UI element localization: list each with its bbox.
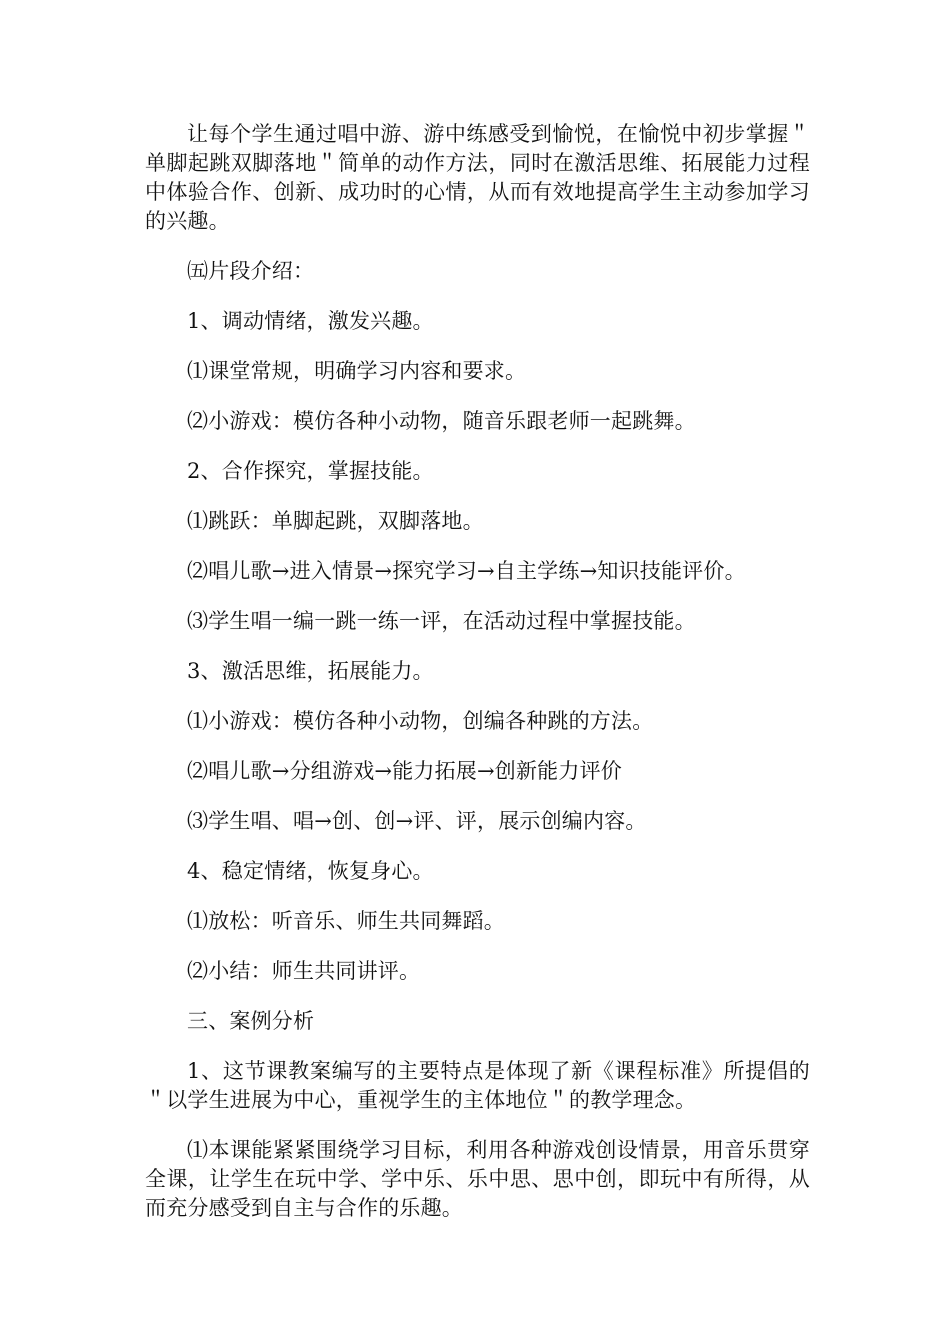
step-4-heading: 4、稳定情绪，恢复身心。 bbox=[187, 859, 434, 883]
step-4-item-1: ⑴放松：听音乐、师生共同舞蹈。 bbox=[187, 909, 505, 933]
document-page bbox=[145, 120, 810, 1223]
analysis-paragraph-2: ⑴本课能紧紧围绕学习目标，利用各种游戏创设情景，用音乐贯穿全课，让学生在玩中学、学中乐、乐中思、思中创，即玩中有所得，从而充分感受到自主与合作的乐趣。 bbox=[145, 1138, 810, 1220]
step-1-item-2: ⑵小游戏：模仿各种小动物，随音乐跟老师一起跳舞。 bbox=[187, 409, 696, 433]
step-4-item-2: ⑵小结：师生共同讲评。 bbox=[187, 959, 421, 983]
step-3-item-2: ⑵唱儿歌→分组游戏→能力拓展→创新能力评价 bbox=[187, 759, 622, 783]
step-3-item-3: ⑶学生唱、唱→创、创→评、评，展示创编内容。 bbox=[187, 809, 647, 833]
analysis-paragraph-1: 1、这节课教案编写的主要特点是体现了新《课程标准》所提倡的＂以学生进展为中心，重视学生的主体地位＂的教学理念。 bbox=[145, 1059, 810, 1112]
step-3-item-1: ⑴小游戏：模仿各种小动物，创编各种跳的方法。 bbox=[187, 709, 654, 733]
step-2-item-3: ⑶学生唱一编一跳一练一评，在活动过程中掌握技能。 bbox=[187, 609, 696, 633]
paragraph-intro: 让每个学生通过唱中游、游中练感受到愉悦，在愉悦中初步掌握＂单脚起跳双脚落地＂简单的动作方法，同时在激活思维、拓展能力过程中体验合作、创新、成功时的心情，从而有效地提高学生主动参加学习的兴趣。 bbox=[145, 122, 810, 233]
heading-segment-intro: ㈤片段介绍： bbox=[187, 259, 315, 283]
step-2-item-2: ⑵唱儿歌→进入情景→探究学习→自主学练→知识技能评价。 bbox=[187, 559, 746, 583]
step-3-heading: 3、激活思维，拓展能力。 bbox=[187, 659, 434, 683]
step-1-heading: 1、调动情绪，激发兴趣。 bbox=[187, 309, 434, 333]
step-2-item-1: ⑴跳跃：单脚起跳，双脚落地。 bbox=[187, 509, 484, 533]
section-3-heading: 三、案例分析 bbox=[187, 1009, 315, 1033]
step-2-heading: 2、合作探究，掌握技能。 bbox=[187, 459, 434, 483]
step-1-item-1: ⑴课堂常规，明确学习内容和要求。 bbox=[187, 359, 527, 383]
